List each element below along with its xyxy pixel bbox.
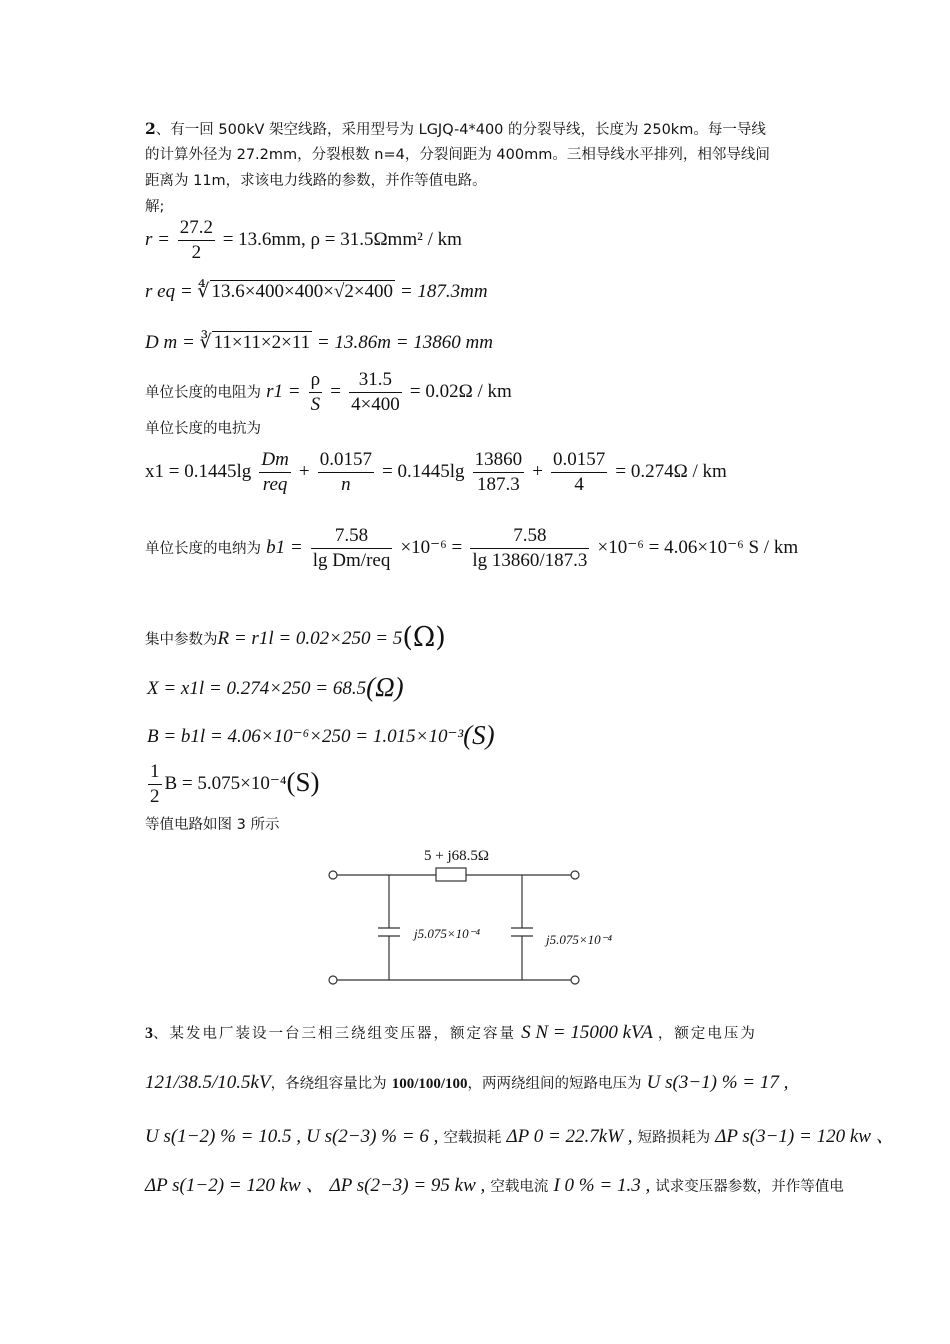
q3-number: 3 — [145, 1025, 153, 1042]
terminal-bottom-right — [571, 976, 579, 984]
terminal-bottom-left — [329, 976, 337, 984]
q2-number: 2 — [145, 119, 156, 138]
radicand: 13.6×400×400×√2×400 — [211, 281, 394, 302]
equation-dm: D m = ∛ 11×11×2×11 = 13.86m = 13860 mm — [145, 332, 493, 353]
equation-B: B = b1l = 4.06×10⁻⁶×250 = 1.015×10⁻³(S) — [147, 720, 495, 750]
shunt-left-label: j5.075×10⁻⁴ — [414, 926, 481, 941]
equation-half-B: $\frac{1}{2}$ B = 5.075×10⁻⁴(S) — [150, 761, 320, 807]
eq-r-lhs: r = — [145, 228, 170, 250]
eq-r-rest: = 13.6mm, ρ = 31.5Ωmm² / km — [222, 228, 462, 250]
impedance-resistor — [436, 868, 466, 881]
x1-label: 单位长度的电抗为 — [145, 421, 261, 437]
terminal-top-right — [571, 871, 579, 879]
q3-line-1: 3、某发电厂装设一台三相三绕组变压器，额定容量 S N = 15000 kVA ，额定电压为 — [145, 1022, 757, 1043]
equation-x1: x1 = 0.1445lg $\frac{Dm}{\text{req}}$ + $\frac{0.0157}{n}$ = 0.1445lg $\frac{13860}{187.3}$ + $\frac{0.0157}{4}$ = 0.274Ω / km — [145, 449, 727, 495]
shunt-right-label: j5.075×10⁻⁴ — [546, 932, 613, 947]
equation-req: r eq = ∜ 13.6×400×400×√2×400 = 187.3mm — [145, 281, 488, 302]
q3-line-2: 121/38.5/10.5kV，各绕组容量比为 100/100/100，两两绕组间的短路电压为 U s(3−1) % = 17 , — [145, 1072, 789, 1093]
equation-b1: 单位长度的电纳为 b1 = $\frac{7.58}{\text{lg Dm/req}}$ ×10⁻⁶ = $\frac{7.58}{\lg 13860/187.3}$ ×10⁻⁶ = 4.06×10⁻⁶ S / km — [145, 525, 799, 571]
radicand: 11×11×2×11 — [213, 332, 311, 353]
equation-r1: 单位长度的电阻为 r1 = $\frac{\rho}{S}$ = $\frac{31.5}{4\times 400}$ = 0.02Ω / km — [145, 369, 512, 415]
q3-line-4: ΔP s(1−2) = 120 kw 、 ΔP s(2−3) = 95 kw , 空载电流 I 0 % = 1.3 , 试求变压器参数，并作等值电 — [145, 1175, 844, 1196]
terminal-top-left — [329, 871, 337, 879]
q2-text-l3: 距离为 11m，求该电力线路的参数，并作等值电路。 — [145, 173, 487, 189]
impedance-label: 5 + j68.5Ω — [424, 848, 490, 864]
equation-R: 集中参数为R = r1l = 0.02×250 = 5(Ω) — [145, 622, 446, 653]
q3-line-3: U s(1−2) % = 10.5 , U s(2−3) % = 6 , 空载损耗 ΔP 0 = 22.7kW , 短路损耗为 ΔP s(3−1) = 120 kw 、 — [145, 1126, 895, 1147]
solution-label: 解; — [145, 199, 165, 215]
fraction: $\frac{27.2}{2}$ — [179, 217, 213, 263]
equation-X: X = x1l = 0.274×250 = 68.5(Ω) — [147, 672, 404, 702]
q2-text-l1: 、有一回 500kV 架空线路，采用型号为 LGJQ-4*400 的分裂导线，长度为 250km。每一导线 — [155, 122, 766, 138]
q2-text-l2: 的计算外径为 27.2mm，分裂根数 n=4，分裂间距为 400mm。三相导线水平排列，相邻导线间 — [145, 147, 770, 163]
circuit-caption: 等值电路如图 3 所示 — [145, 817, 280, 833]
